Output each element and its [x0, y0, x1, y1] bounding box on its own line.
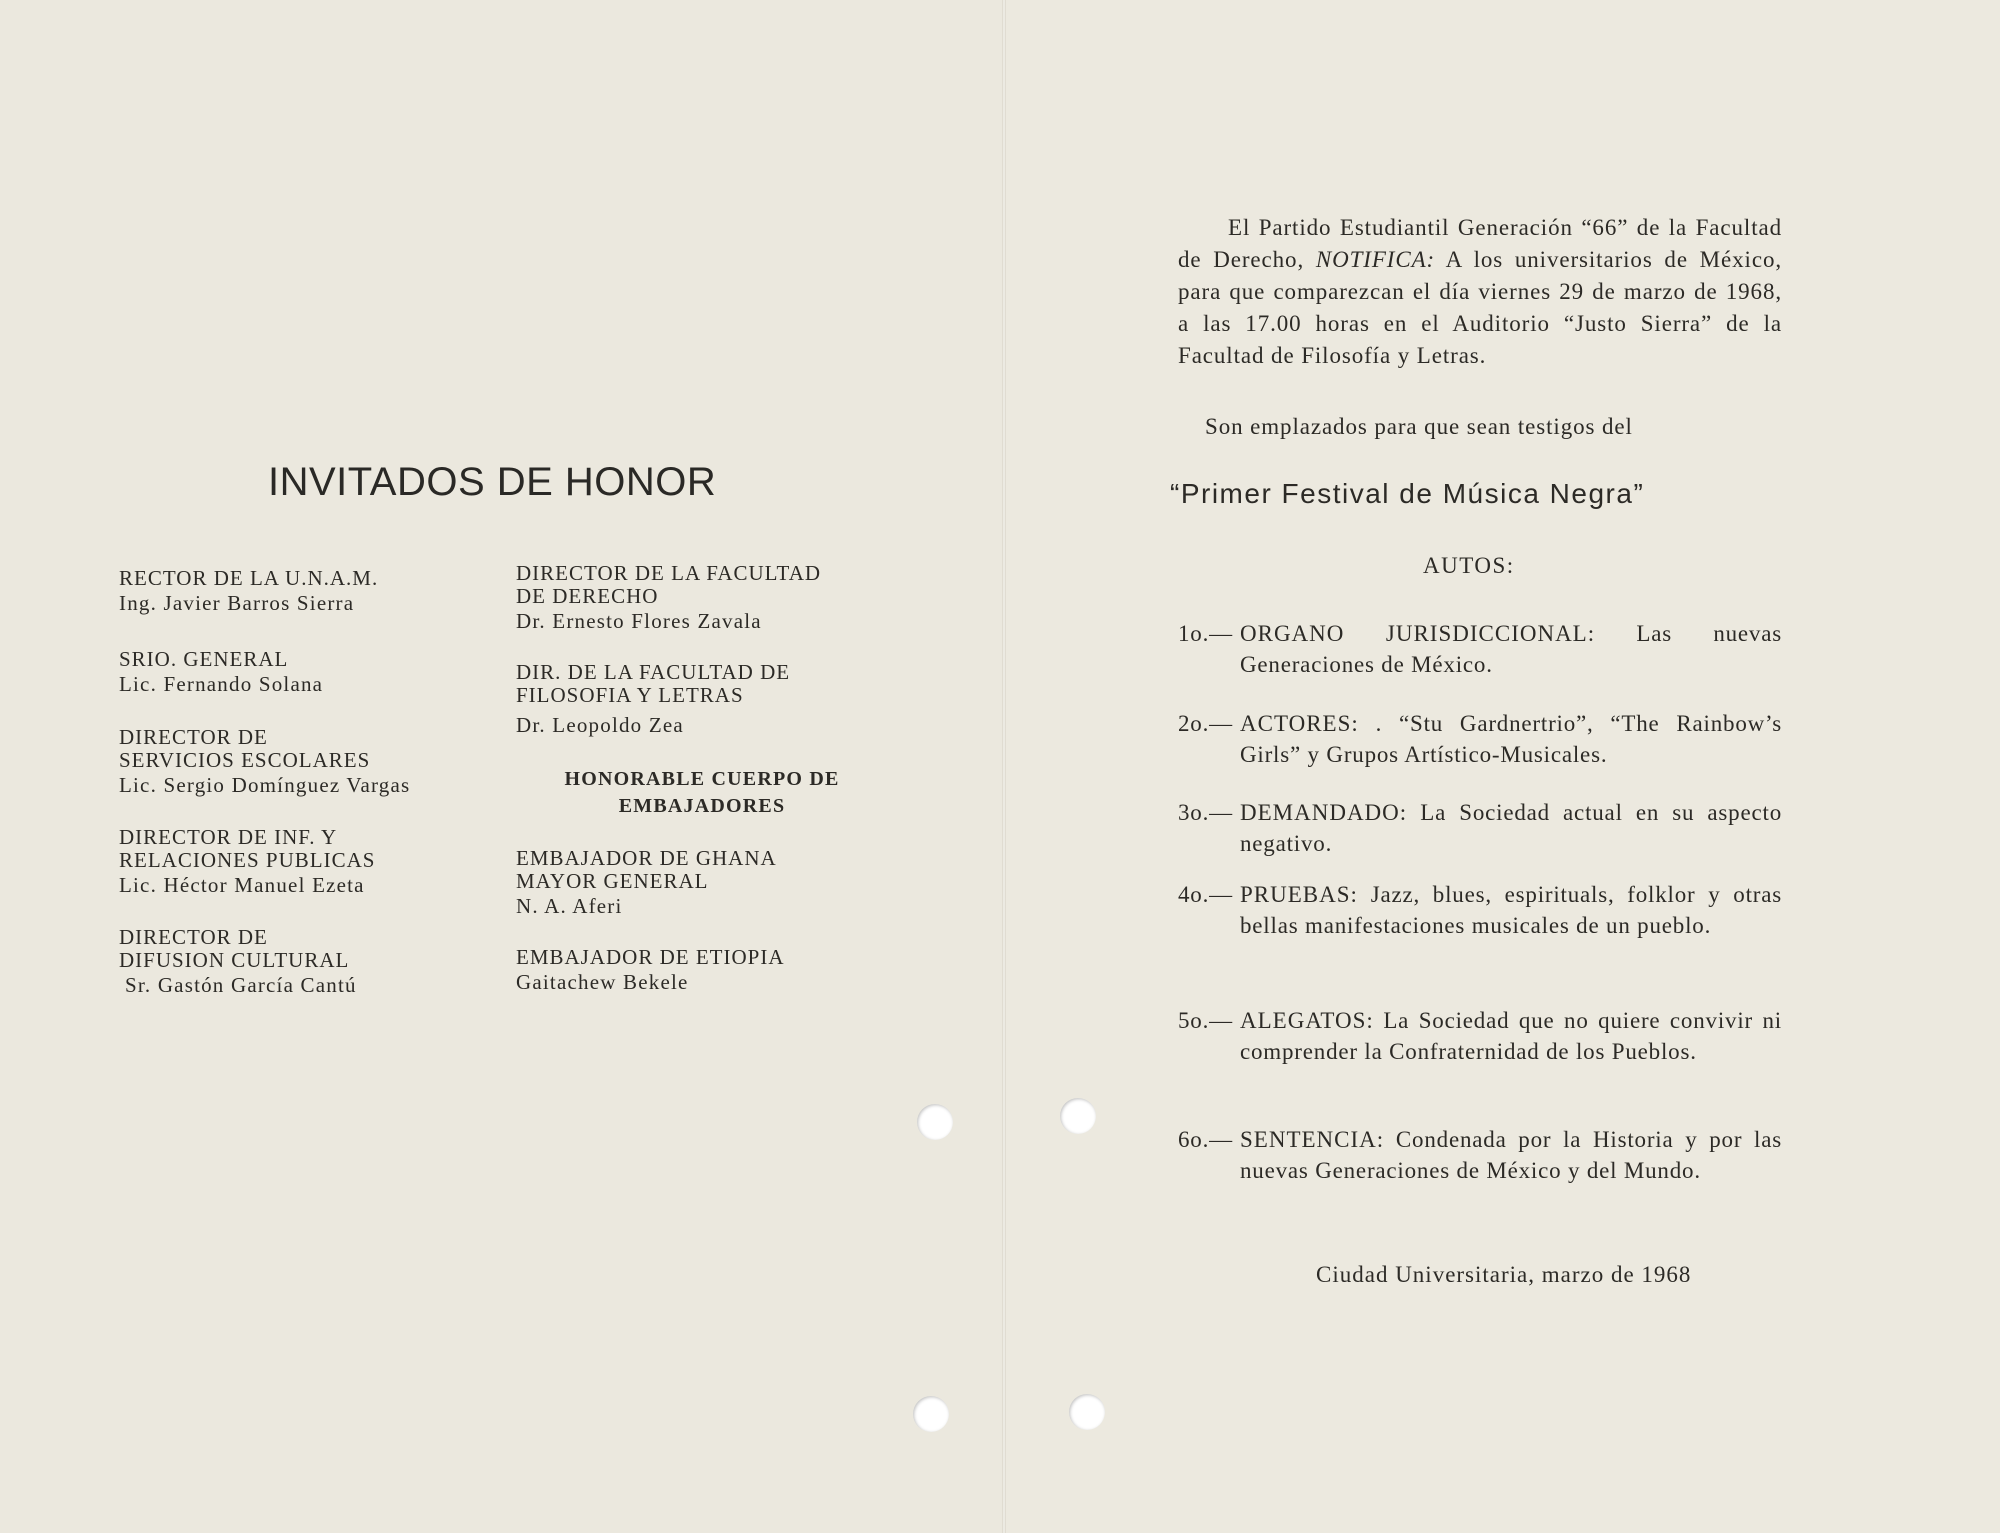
guest-role: FILOSOFIA Y LETRAS	[516, 683, 744, 707]
guest-entry	[516, 946, 785, 994]
guest-role: DIFUSION CULTURAL	[119, 948, 350, 972]
ambassadors-heading-line: HONORABLE CUERPO DE	[564, 768, 840, 790]
guest-entry	[119, 648, 323, 696]
act-text: . “Stu Gardnertrio”, “The Rainbow’s Girls” y Grupos Artístico-Musicales.	[1240, 711, 1782, 767]
guest-entry	[516, 847, 777, 918]
act-label: PRUEBAS:	[1240, 882, 1358, 907]
guest-name: Lic. Héctor Manuel Ezeta	[119, 873, 365, 897]
guest-name: Dr. Ernesto Flores Zavala	[516, 609, 762, 633]
guest-role: EMBAJADOR DE GHANA	[516, 846, 777, 870]
closing-line: Ciudad Universitaria, marzo de 1968	[1316, 1262, 1692, 1287]
act-label: ACTORES:	[1240, 711, 1359, 736]
act-text: Las nuevas Generaciones de México.	[1240, 621, 1782, 677]
festival-title: “Primer Festival de Música Negra”	[1170, 478, 1645, 509]
act-item	[1178, 1005, 1782, 1067]
guest-role: SRIO. GENERAL	[119, 647, 289, 671]
guest-name: Lic. Fernando Solana	[119, 672, 324, 696]
guest-role: RELACIONES PUBLICAS	[119, 848, 376, 872]
guest-name: Dr. Leopoldo Zea	[516, 713, 684, 737]
guest-name: Gaitachew Bekele	[516, 970, 689, 994]
autos-heading: AUTOS:	[1423, 553, 1515, 578]
intro-paragraph	[1178, 212, 1782, 372]
guest-entry	[516, 562, 821, 633]
act-text: Condenada por la Historia y por las nuevas Generaciones de México y del Mundo.	[1240, 1127, 1782, 1183]
act-item	[1178, 879, 1782, 941]
act-number: 2o.—	[1178, 711, 1233, 736]
summons-line: Son emplazados para que sean testigos del	[1205, 414, 1633, 439]
punch-hole	[1069, 1394, 1105, 1430]
guest-entry	[119, 567, 378, 615]
act-item	[1178, 618, 1782, 680]
guest-entry	[119, 926, 357, 997]
act-label: ALEGATOS:	[1240, 1008, 1374, 1033]
act-number: 1o.—	[1178, 621, 1233, 646]
guest-entry	[119, 826, 375, 897]
act-item	[1178, 797, 1782, 859]
guest-entry	[119, 726, 410, 797]
punch-hole	[913, 1396, 949, 1432]
guest-role: DIRECTOR DE INF. Y	[119, 825, 338, 849]
guest-role: DE DERECHO	[516, 584, 659, 608]
act-text: La Sociedad que no quiere convivir ni comprender la Confraternidad de los Pueblos.	[1240, 1008, 1782, 1064]
act-number: 5o.—	[1178, 1008, 1233, 1033]
guest-name: Lic. Sergio Domínguez Vargas	[119, 773, 411, 797]
act-label: SENTENCIA:	[1240, 1127, 1385, 1152]
guest-role: DIRECTOR DE LA FACULTAD	[516, 561, 822, 585]
guest-name: N. A. Aferi	[516, 894, 623, 918]
guest-role: DIR. DE LA FACULTAD DE	[516, 660, 791, 684]
guest-role: SERVICIOS ESCOLARES	[119, 748, 371, 772]
punch-hole	[917, 1104, 953, 1140]
punch-hole	[1060, 1098, 1096, 1134]
guest-role: EMBAJADOR DE ETIOPIA	[516, 945, 785, 969]
act-text: La Sociedad actual en su aspecto negativo.	[1240, 800, 1782, 856]
intro-emphasis: NOTIFICA:	[1315, 247, 1436, 272]
guest-entry	[516, 661, 790, 737]
guest-role: DIRECTOR DE	[119, 725, 268, 749]
intro-text: A los universitarios de México, para que comparezcan el día viernes 29 de marzo de 1968, a las 17.00 horas en el Auditorio “Justo Sierra” de la Facultad de Filosofía y Letras.	[1178, 247, 1782, 368]
act-item	[1178, 708, 1782, 770]
act-number: 4o.—	[1178, 882, 1233, 907]
guest-role: DIRECTOR DE	[119, 925, 268, 949]
guest-role: RECTOR DE LA U.N.A.M.	[119, 566, 379, 590]
guest-role: MAYOR GENERAL	[516, 869, 709, 893]
act-text: Jazz, blues, espirituals, folklor y otras bellas manifestaciones musicales de un pueblo.	[1240, 882, 1782, 938]
intro-text: El Partido Estudiantil Generación “66” de la Facultad de Derecho,	[1178, 215, 1782, 272]
act-number: 6o.—	[1178, 1127, 1233, 1152]
ambassadors-heading	[516, 766, 888, 820]
act-label: DEMANDADO:	[1240, 800, 1408, 825]
guest-name: Sr. Gastón García Cantú	[125, 973, 357, 997]
act-label: ORGANO JURISDICCIONAL:	[1240, 621, 1596, 646]
act-item	[1178, 1124, 1782, 1186]
guest-name: Ing. Javier Barros Sierra	[119, 591, 355, 615]
page-title: INVITADOS DE HONOR	[268, 460, 717, 504]
ambassadors-heading-line: EMBAJADORES	[618, 795, 786, 817]
act-number: 3o.—	[1178, 800, 1233, 825]
